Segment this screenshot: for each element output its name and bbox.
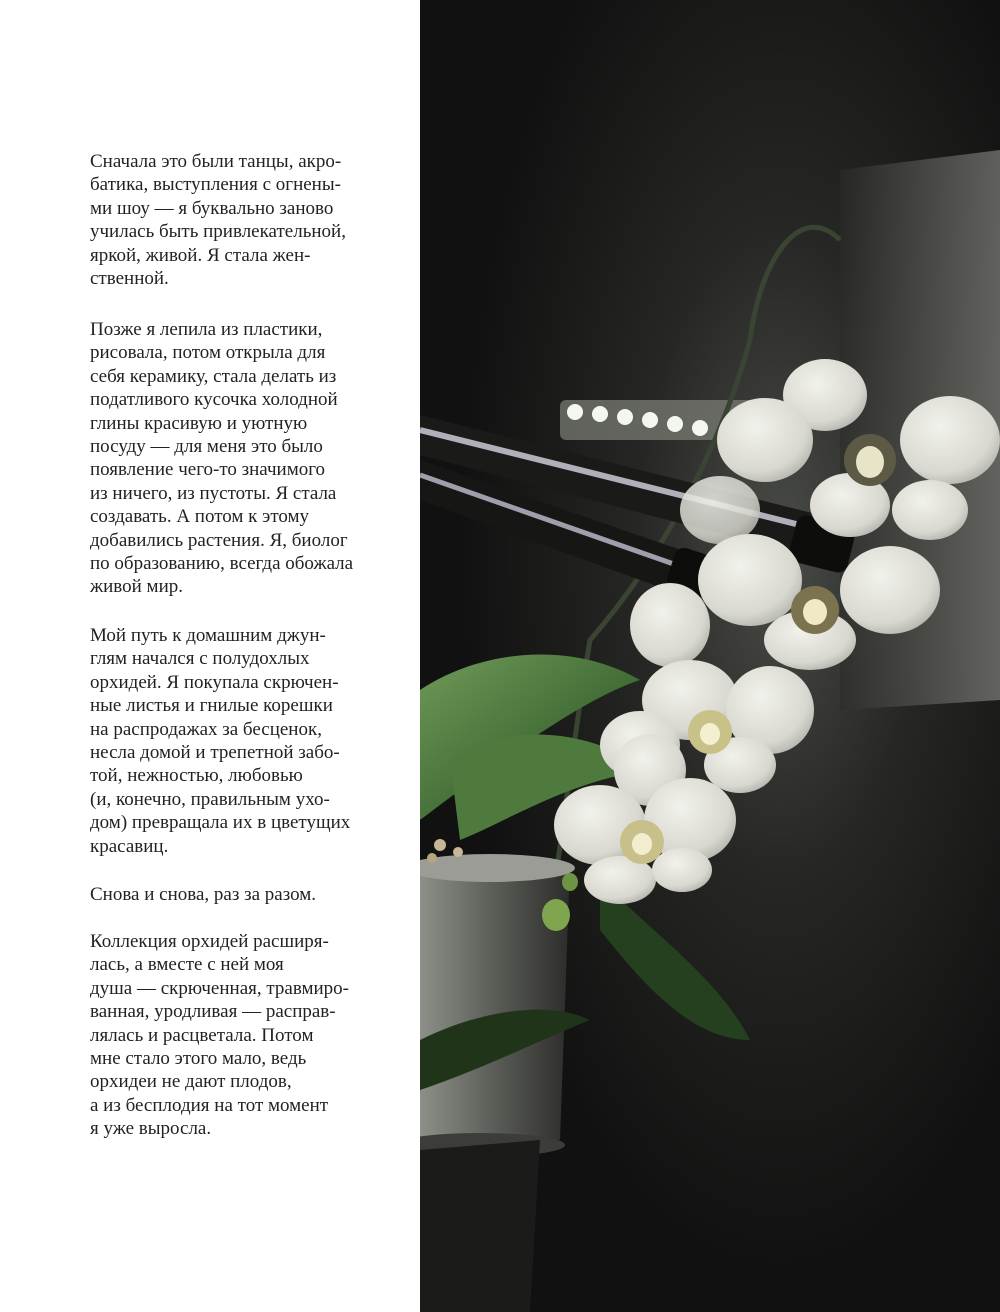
text-column bbox=[0, 0, 420, 1312]
paragraph-4 bbox=[90, 883, 410, 906]
text-line: яркой, живой. Я стала жен- bbox=[90, 244, 311, 266]
text-line: себя керамику, стала делать из bbox=[90, 365, 337, 387]
text-line: той, нежностью, любовью bbox=[90, 765, 303, 787]
text-line: орхидей. Я покупала скрючен- bbox=[90, 671, 339, 693]
text-line: орхидеи не дают плодов, bbox=[90, 1071, 292, 1093]
text-line: Снова и снова, раз за разом. bbox=[90, 884, 317, 905]
text-line: податливого кусочка холодной bbox=[90, 389, 338, 411]
orchid-photo bbox=[420, 0, 1000, 1312]
paragraph-3 bbox=[90, 624, 410, 858]
text-line: ственной. bbox=[90, 268, 169, 290]
text-line: на распродажах за бесценок, bbox=[90, 718, 322, 740]
paragraph-5 bbox=[90, 930, 410, 1141]
text-line: появление чего-то значимого bbox=[90, 459, 326, 481]
text-line: создавать. А потом к этому bbox=[90, 506, 310, 528]
text-line: добавились растения. Я, биолог bbox=[90, 529, 348, 551]
text-line: по образованию, всегда обожала bbox=[90, 553, 354, 575]
text-line: несла домой и трепетной забо- bbox=[90, 742, 340, 764]
text-line: лась, а вместе с ней моя bbox=[90, 954, 284, 976]
orchid-illustration bbox=[420, 0, 1000, 1312]
paragraph-1 bbox=[90, 150, 410, 290]
text-line: из ничего, из пустоты. Я стала bbox=[90, 482, 337, 504]
text-line: я уже выросла. bbox=[90, 1118, 212, 1140]
text-line: глины красивую и уютную bbox=[90, 412, 308, 434]
text-line: мне стало этого мало, ведь bbox=[90, 1048, 307, 1070]
text-line: душа — скрюченная, травмиро- bbox=[90, 977, 349, 999]
text-line: (и, конечно, правильным ухо- bbox=[90, 788, 330, 810]
text-line: лялась и расцветала. Потом bbox=[90, 1024, 314, 1046]
text-line: батика, выступления с огнены- bbox=[90, 174, 341, 196]
paragraph-2 bbox=[90, 318, 410, 599]
text-line: посуду — для меня это было bbox=[90, 436, 323, 458]
text-line: глям начался с полудохлых bbox=[90, 648, 310, 670]
text-line: Коллекция орхидей расширя- bbox=[90, 931, 329, 952]
text-line: Сначала это были танцы, акро- bbox=[90, 151, 342, 172]
text-line: ные листья и гнилые корешки bbox=[90, 695, 333, 717]
text-line: а из бесплодия на тот момент bbox=[90, 1094, 329, 1116]
text-line: рисовала, потом открыла для bbox=[90, 342, 326, 364]
text-line: ванная, уродливая — расправ- bbox=[90, 1001, 336, 1023]
text-line: Позже я лепила из пластики, bbox=[90, 319, 323, 340]
text-line: дом) превращала их в цветущих bbox=[90, 812, 351, 834]
text-line: ми шоу — я буквально заново bbox=[90, 197, 334, 219]
text-line: живой мир. bbox=[90, 576, 183, 598]
text-line: училась быть привлекательной, bbox=[90, 221, 346, 243]
text-line: красавиц. bbox=[90, 835, 169, 857]
text-line: Мой путь к домашним джун- bbox=[90, 625, 326, 646]
